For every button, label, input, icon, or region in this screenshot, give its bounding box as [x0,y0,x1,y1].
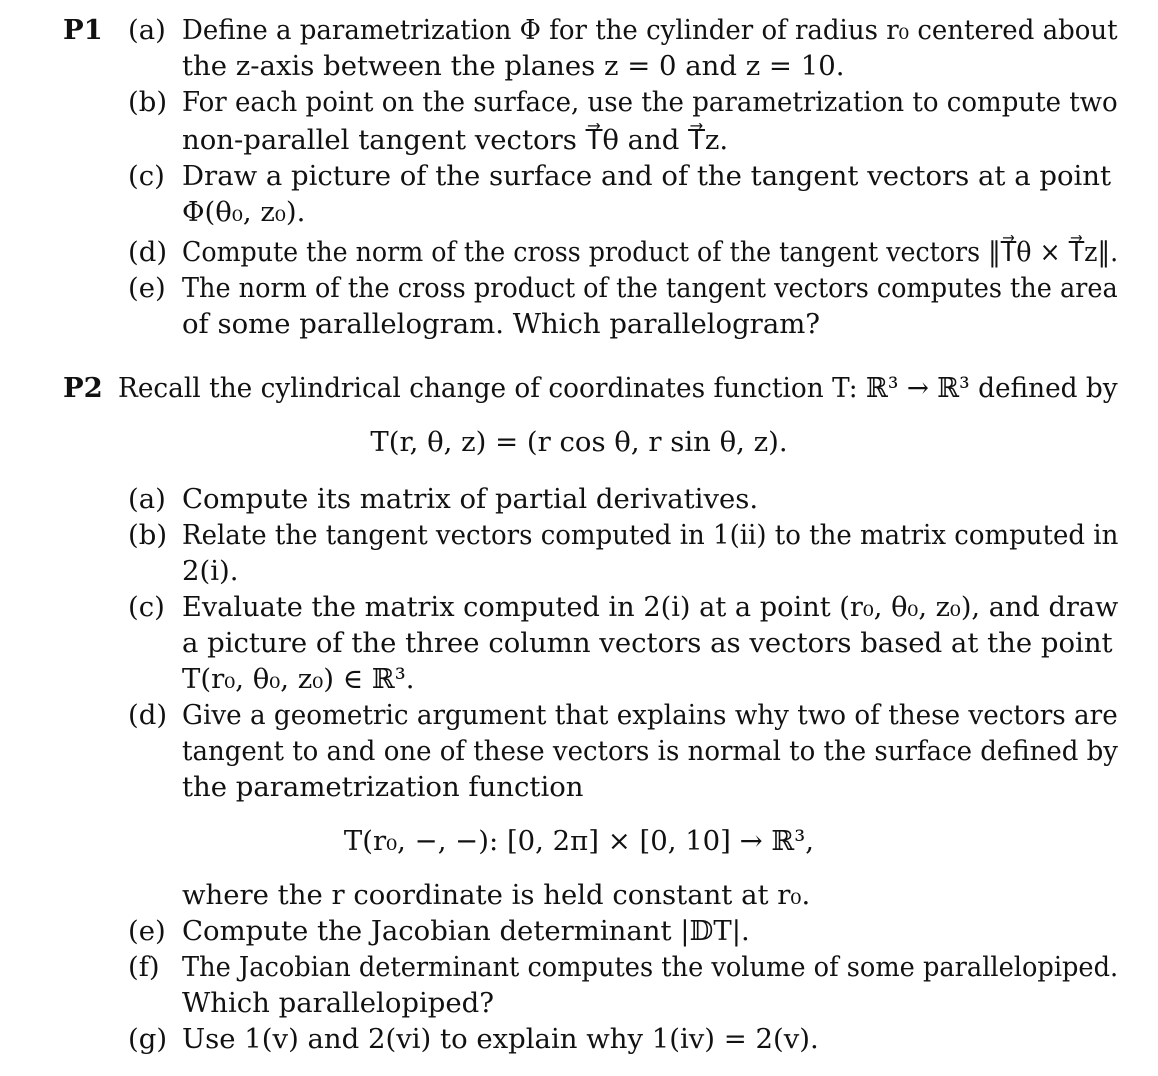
p1-part-b-line-1: For each point on the surface, use the parametrization to compute two [182,86,1118,118]
p2-part-a-label: (a) [128,483,166,515]
p2-part-e-line-1: Compute the Jacobian determinant |𝔻T|. [182,915,750,947]
p2-part-c-label: (c) [128,591,165,623]
p2-part-d-line-2: tangent to and one of these vectors is normal to the surface defined by [182,735,1118,767]
p2-part-f-line-2: Which parallelopiped? [182,987,495,1019]
p2-part-e-label: (e) [128,915,166,947]
p1-part-d-line-1: Compute the norm of the cross product of the tangent vectors ‖T⃗θ × T⃗z‖. [182,236,1119,268]
p2-part-g-label: (g) [128,1023,168,1055]
p2-part-d-line-1: Give a geometric argument that explains why two of these vectors are [182,699,1118,731]
problem-1-tag: P1 [63,14,103,46]
p2-part-b-line-1: Relate the tangent vectors computed in 1(ii) to the matrix computed in [182,519,1119,551]
p2-part-c-line-3: T(r₀, θ₀, z₀) ∈ ℝ³. [182,663,415,695]
problem-2-tag: P2 [63,372,103,404]
p2-part-g-line-1: Use 1(v) and 2(vi) to explain why 1(iv) = 2(v). [182,1023,819,1055]
p2-part-c-line-1: Evaluate the matrix computed in 2(i) at a point (r₀, θ₀, z₀), and draw [182,591,1119,623]
p1-part-c-line-1: Draw a picture of the surface and of the tangent vectors at a point [182,160,1112,192]
p2-part-b-line-2: 2(i). [182,555,239,587]
p1-part-c-line-2: Φ(θ₀, z₀). [182,196,306,228]
p1-part-b-label: (b) [128,86,168,118]
p2-formula: T(r, θ, z) = (r cos θ, r sin θ, z). [370,426,788,458]
p1-part-a-line-1: Define a parametrization Φ for the cylinder of radius r₀ centered about [182,14,1118,46]
p1-part-b-line-2: non-parallel tangent vectors T⃗θ and T⃗z. [182,124,729,156]
p2-part-b-label: (b) [128,519,168,551]
p1-part-e-label: (e) [128,272,166,304]
p2-part-d-line-3: the parametrization function [182,771,584,803]
p1-part-d-label: (d) [128,236,168,268]
p1-part-a-line-2: the z-axis between the planes z = 0 and z = 10. [182,50,845,82]
p2-part-f-line-1: The Jacobian determinant computes the volume of some parallelopiped. [182,951,1119,983]
p2-part-d-label: (d) [128,699,168,731]
p2-part-d-formula: T(r₀, −, −): [0, 2π] × [0, 10] → ℝ³, [343,825,815,857]
p1-part-e-line-2: of some parallelogram. Which parallelogram? [182,308,821,340]
p1-part-e-line-1: The norm of the cross product of the tangent vectors computes the area [182,272,1118,304]
p2-intro: Recall the cylindrical change of coordinates function T: ℝ³ → ℝ³ defined by [118,372,1118,404]
p1-part-a-label: (a) [128,14,166,46]
p1-part-c-label: (c) [128,160,165,192]
p2-part-c-line-2: a picture of the three column vectors as vectors based at the point [182,627,1113,659]
p2-part-f-label: (f) [128,951,160,983]
p2-part-d-tail: where the r coordinate is held constant at r₀. [182,879,811,911]
p2-part-a-line-1: Compute its matrix of partial derivatives. [182,483,759,515]
